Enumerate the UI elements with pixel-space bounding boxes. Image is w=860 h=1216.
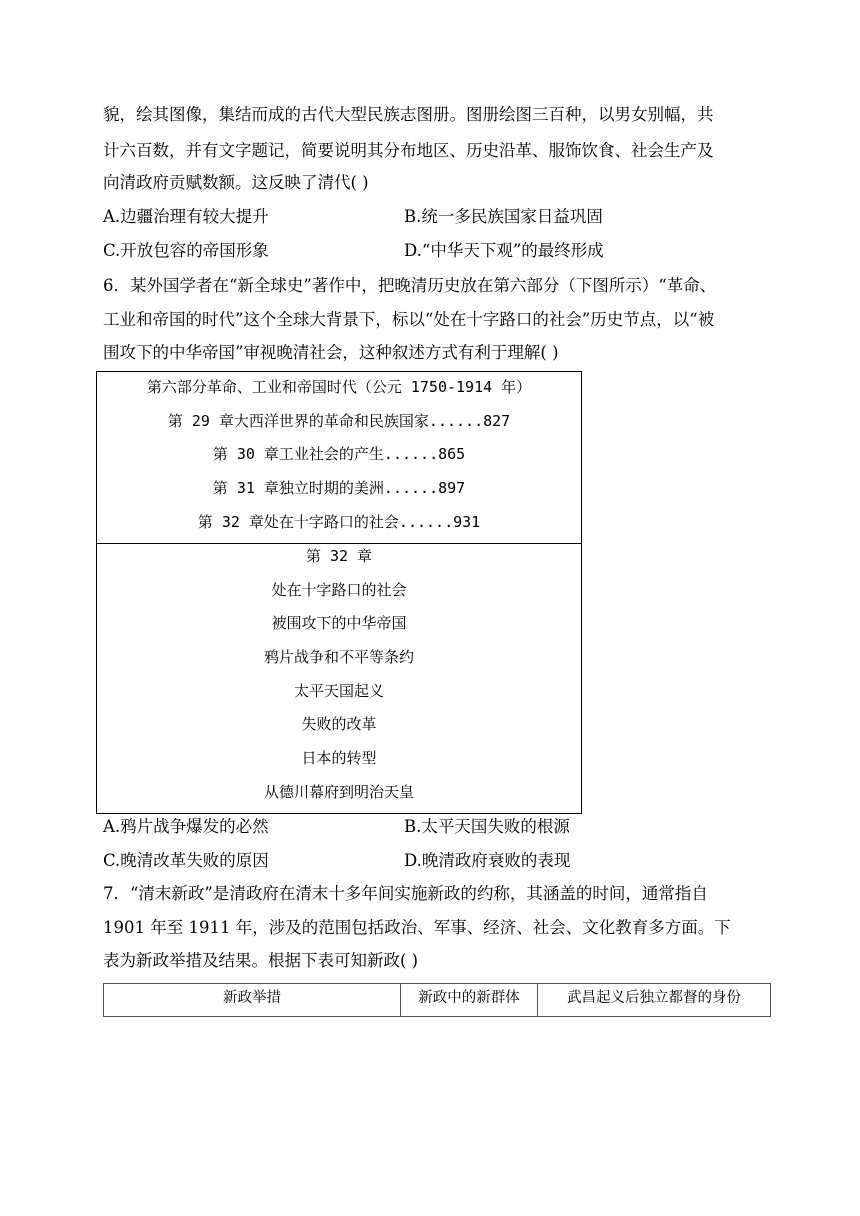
q5-text-line-3: 向清政府贡赋数额。这反映了清代( ) — [103, 173, 369, 192]
q6-text-line-3: 围攻下的中华帝国”审视晚清社会，这种叙述方式有利于理解( ) — [103, 343, 559, 362]
toc-chapter-32: 第 32 章处在十字路口的社会......931 — [197, 513, 481, 531]
q7-text-line-3: 表为新政举措及结果。根据下表可知新政( ) — [103, 951, 419, 970]
section-item: 鸦片战争和不平等条约 — [263, 648, 414, 666]
reform-table — [103, 983, 771, 1017]
q6-text-line-1: 6．某外国学者在“新全球史”著作中，把晚清历史放在第六部分（下图所示）“革命、 — [103, 276, 717, 295]
q5-text-line-2: 计六百数，并有文字题记，简要说明其分布地区、历史沿革、服饰饮食、社会生产及 — [103, 141, 714, 160]
q6-option-a: A.鸦片战争爆发的必然 — [103, 817, 269, 836]
q7-text-line-1: 7．“清末新政”是清政府在清末十多年间实施新政的约称，其涵盖的时间，通常指自 — [103, 884, 708, 903]
table-of-contents-box — [96, 371, 582, 814]
table-header-new-groups: 新政中的新群体 — [401, 984, 538, 1016]
q5-option-b: B.统一多民族国家日益巩固 — [404, 207, 603, 226]
section-item: 日本的转型 — [301, 749, 377, 767]
q6-option-d: D.晚清政府衰败的表现 — [404, 851, 571, 870]
q7-text-line-2: 1901 年至 1911 年，涉及的范围包括政治、军事、经济、社会、文化教育多方面。下 — [103, 918, 731, 937]
section-item: 失败的改革 — [301, 715, 377, 733]
section-item: 从德川幕府到明治天皇 — [263, 783, 414, 801]
chapter-32-heading: 第 32 章 — [305, 547, 373, 565]
q6-option-c: C.晚清改革失败的原因 — [103, 851, 269, 870]
toc-chapter-29: 第 29 章大西洋世界的革命和民族国家......827 — [167, 412, 511, 430]
q5-text-line-1: 貌，绘其图像，集结而成的古代大型民族志图册。图册绘图三百种，以男女别幅，共 — [103, 105, 714, 124]
q6-text-line-2: 工业和帝国的时代”这个全球大背景下，标以“处在十字路口的社会”历史节点，以“被 — [103, 310, 715, 329]
q5-option-d: D.“中华天下观”的最终形成 — [404, 241, 604, 260]
toc-chapter-31: 第 31 章独立时期的美洲......897 — [212, 479, 466, 497]
q6-option-b: B.太平天国失败的根源 — [404, 817, 570, 836]
chapter-32-title: 处在十字路口的社会 — [271, 581, 407, 599]
q5-option-a: A.边疆治理有较大提升 — [103, 207, 269, 226]
box-divider — [97, 543, 581, 544]
section-item: 太平天国起义 — [293, 682, 384, 700]
toc-chapter-30: 第 30 章工业社会的产生......865 — [212, 445, 466, 463]
toc-part-heading: 第六部分革命、工业和帝国时代（公元 1750-1914 年） — [146, 378, 532, 396]
section-item: 被围攻下的中华帝国 — [271, 614, 407, 632]
table-header-governor-identity: 武昌起义后独立都督的身份 — [567, 990, 741, 1006]
q5-option-c: C.开放包容的帝国形象 — [103, 241, 269, 260]
table-header-measures: 新政举措 — [104, 984, 401, 1016]
